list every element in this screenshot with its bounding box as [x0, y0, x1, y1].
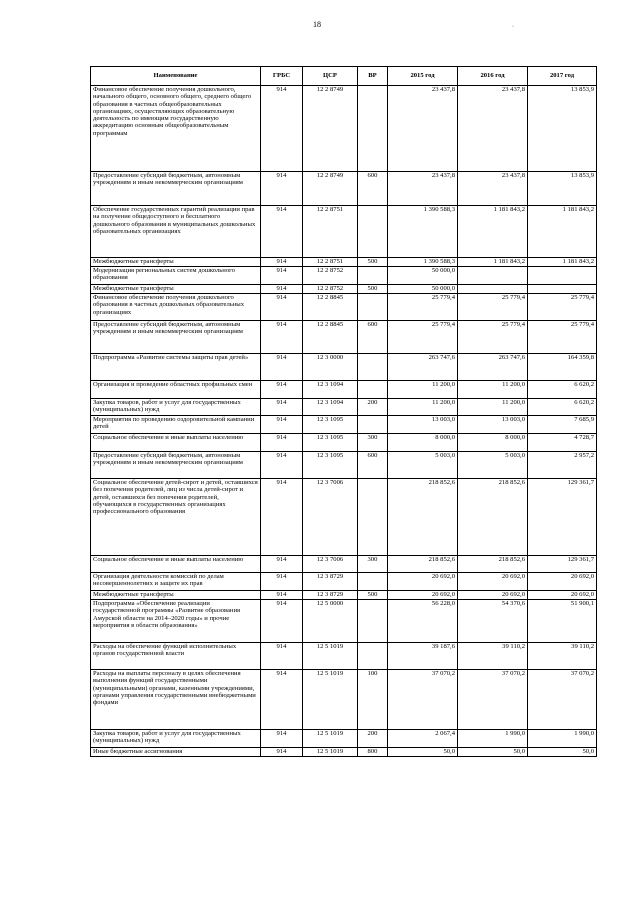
header-2016: 2016 год: [458, 67, 528, 86]
row-2017: 4 728,7: [528, 434, 597, 452]
row-2015: 218 852,6: [388, 556, 458, 573]
table-row: [91, 600, 597, 643]
header-2015: 2015 год: [388, 67, 458, 86]
row-2017: 1 181 843,2: [528, 258, 597, 267]
row-2015: 1 390 588,3: [388, 206, 458, 258]
row-name: Обеспечение государственных гарантий реализации прав на получение общедоступного и бесплатного дошкольного образования в муниципальных дошкольных образовательных организациях: [91, 206, 261, 258]
row-grbs: 914: [261, 600, 303, 643]
row-csr: 12 3 1095: [303, 434, 358, 452]
row-vr: 600: [358, 452, 388, 479]
row-2017: 1 181 843,2: [528, 206, 597, 258]
row-2016: 37 070,2: [458, 670, 528, 730]
row-2017: 7 685,9: [528, 416, 597, 434]
row-csr: 12 2 8752: [303, 285, 358, 294]
table-row: [91, 591, 597, 600]
row-grbs: 914: [261, 643, 303, 670]
row-grbs: 914: [261, 573, 303, 591]
row-name: Модернизация региональных систем дошкольного образования: [91, 267, 261, 285]
header-csr: ЦСР: [303, 67, 358, 86]
row-csr: 12 3 8729: [303, 573, 358, 591]
row-vr: 500: [358, 591, 388, 600]
row-grbs: 914: [261, 748, 303, 757]
row-2015: 11 200,0: [388, 381, 458, 399]
row-csr: 12 5 1019: [303, 643, 358, 670]
row-csr: 12 2 8749: [303, 86, 358, 172]
header-2017: 2017 год: [528, 67, 597, 86]
table-row: [91, 285, 597, 294]
row-grbs: 914: [261, 294, 303, 321]
table-row: [91, 479, 597, 556]
header-vr: ВР: [358, 67, 388, 86]
row-vr: [358, 600, 388, 643]
row-csr: 12 2 8751: [303, 206, 358, 258]
row-csr: 12 2 8752: [303, 267, 358, 285]
row-name: Межбюджетные трансферты: [91, 591, 261, 600]
row-name: Закупка товаров, работ и услуг для государственных (муниципальных) нужд: [91, 730, 261, 748]
row-vr: [358, 416, 388, 434]
table-row: [91, 381, 597, 399]
row-grbs: 914: [261, 206, 303, 258]
row-2016: 1 990,0: [458, 730, 528, 748]
table-row: [91, 434, 597, 452]
row-name: Подпрограмма «Обеспечение реализации государственной программы «Развитие образования Амурской области на 2014–2020 годы» и прочие мероприятия в области образования»: [91, 600, 261, 643]
row-2016: 11 200,0: [458, 399, 528, 416]
row-2015: 5 003,0: [388, 452, 458, 479]
row-2017: 129 361,7: [528, 556, 597, 573]
row-2015: 23 437,8: [388, 86, 458, 172]
row-2017: 39 110,2: [528, 643, 597, 670]
row-2017: 37 070,2: [528, 670, 597, 730]
table-row: [91, 321, 597, 354]
row-2017: [528, 267, 597, 285]
row-2016: 263 747,6: [458, 354, 528, 381]
row-vr: 100: [358, 670, 388, 730]
row-vr: [358, 294, 388, 321]
row-name: Социальное обеспечение и иные выплаты населению: [91, 434, 261, 452]
row-csr: 12 3 1095: [303, 452, 358, 479]
row-name: Организация деятельности комиссий по делам несовершеннолетних и защите их прав: [91, 573, 261, 591]
row-vr: [358, 479, 388, 556]
row-name: Финансовое обеспечение получения дошкольного образования в частных дошкольных образовательных организациях: [91, 294, 261, 321]
row-2016: 20 692,0: [458, 591, 528, 600]
row-csr: 12 3 1094: [303, 399, 358, 416]
row-csr: 12 3 7006: [303, 556, 358, 573]
row-2016: 25 779,4: [458, 321, 528, 354]
row-vr: 200: [358, 399, 388, 416]
row-2016: 25 779,4: [458, 294, 528, 321]
row-name: Иные бюджетные ассигнования: [91, 748, 261, 757]
row-2016: 20 692,0: [458, 573, 528, 591]
row-vr: 200: [358, 730, 388, 748]
row-grbs: 914: [261, 591, 303, 600]
row-2015: 25 779,4: [388, 321, 458, 354]
table-row: [91, 556, 597, 573]
row-2016: 23 437,8: [458, 86, 528, 172]
row-csr: 12 3 1095: [303, 416, 358, 434]
row-2015: 50,0: [388, 748, 458, 757]
row-2016: 13 003,0: [458, 416, 528, 434]
row-grbs: 914: [261, 556, 303, 573]
row-2017: 20 692,0: [528, 591, 597, 600]
table-row: [91, 452, 597, 479]
row-grbs: 914: [261, 479, 303, 556]
row-grbs: 914: [261, 416, 303, 434]
row-2016: 1 181 843,2: [458, 206, 528, 258]
row-2016: 54 370,6: [458, 600, 528, 643]
row-2015: 39 187,6: [388, 643, 458, 670]
row-2017: 25 779,4: [528, 321, 597, 354]
row-2015: 50 000,0: [388, 285, 458, 294]
row-vr: [358, 643, 388, 670]
row-name: Подпрограмма «Развитие системы защиты прав детей»: [91, 354, 261, 381]
row-2016: 50,0: [458, 748, 528, 757]
table-row: [91, 670, 597, 730]
row-name: Межбюджетные трансферты: [91, 258, 261, 267]
page-number: 18: [313, 20, 321, 29]
row-name: Социальное обеспечение детей-сирот и детей, оставшихся без попечения родителей, лиц из числа детей-сирот и детей, оставшихся без попечения родителей, обучающихся в государственных организациях профессионального образования: [91, 479, 261, 556]
row-name: Предоставление субсидий бюджетным, автономным учреждениям и иным некоммерческим организациям: [91, 172, 261, 206]
row-2015: 20 692,0: [388, 573, 458, 591]
row-2017: 51 900,1: [528, 600, 597, 643]
row-2016: 1 181 843,2: [458, 258, 528, 267]
table-row: [91, 399, 597, 416]
row-csr: 12 2 8845: [303, 294, 358, 321]
row-2015: 50 000,0: [388, 267, 458, 285]
table-row: [91, 258, 597, 267]
row-2015: 1 390 588,3: [388, 258, 458, 267]
table-row: [91, 172, 597, 206]
row-2017: 1 990,0: [528, 730, 597, 748]
row-grbs: 914: [261, 434, 303, 452]
row-csr: 12 5 1019: [303, 730, 358, 748]
row-2015: 11 200,0: [388, 399, 458, 416]
row-grbs: 914: [261, 172, 303, 206]
table-row: [91, 354, 597, 381]
table-row: [91, 86, 597, 172]
row-2017: 6 620,2: [528, 381, 597, 399]
row-2015: 263 747,6: [388, 354, 458, 381]
row-csr: 12 3 7006: [303, 479, 358, 556]
table-row: [91, 206, 597, 258]
table-row: [91, 748, 597, 757]
row-grbs: 914: [261, 381, 303, 399]
row-2017: 6 620,2: [528, 399, 597, 416]
row-2015: 8 000,0: [388, 434, 458, 452]
row-2015: 13 003,0: [388, 416, 458, 434]
row-vr: [358, 573, 388, 591]
row-name: Закупка товаров, работ и услуг для государственных (муниципальных) нужд: [91, 399, 261, 416]
table-row: [91, 294, 597, 321]
row-2015: 25 779,4: [388, 294, 458, 321]
row-2017: 13 853,9: [528, 172, 597, 206]
table-row: [91, 267, 597, 285]
row-grbs: 914: [261, 670, 303, 730]
row-2017: 50,0: [528, 748, 597, 757]
row-vr: 300: [358, 556, 388, 573]
row-vr: 500: [358, 285, 388, 294]
row-vr: [358, 86, 388, 172]
row-name: Расходы на выплаты персоналу в целях обеспечения выполнения функций государственными (муниципальными) органами, казенными учреждениями, органами управления государственными внебюджетными фондами: [91, 670, 261, 730]
row-2017: 129 361,7: [528, 479, 597, 556]
row-csr: 12 2 8749: [303, 172, 358, 206]
row-2017: 164 359,8: [528, 354, 597, 381]
header-name: Наименование: [91, 67, 261, 86]
row-csr: 12 5 1019: [303, 748, 358, 757]
row-2017: 13 853,9: [528, 86, 597, 172]
row-2016: 23 437,8: [458, 172, 528, 206]
row-grbs: 914: [261, 399, 303, 416]
row-2016: 218 852,6: [458, 479, 528, 556]
row-2016: 8 000,0: [458, 434, 528, 452]
row-vr: [358, 206, 388, 258]
row-csr: 12 3 0000: [303, 354, 358, 381]
row-grbs: 914: [261, 321, 303, 354]
row-2015: 20 692,0: [388, 591, 458, 600]
row-grbs: 914: [261, 285, 303, 294]
row-2017: 2 957,2: [528, 452, 597, 479]
row-csr: 12 5 1019: [303, 670, 358, 730]
row-name: Организация и проведение областных профильных смен: [91, 381, 261, 399]
header-grbs: ГРБС: [261, 67, 303, 86]
table-row: [91, 730, 597, 748]
row-name: Предоставление субсидий бюджетным, автономным учреждениям и иным некоммерческим организациям: [91, 452, 261, 479]
row-name: Финансовое обеспечение получения дошкольного, начального общего, основного общего, среднего общего образования в частных общеобразовательных организациях, осуществляющих образовательную деятельность по имеющим государственную аккредитацию основным общеобразовательным программам: [91, 86, 261, 172]
row-2016: 11 200,0: [458, 381, 528, 399]
row-vr: [358, 354, 388, 381]
row-grbs: 914: [261, 452, 303, 479]
row-grbs: 914: [261, 258, 303, 267]
row-2017: [528, 285, 597, 294]
row-2015: 2 067,4: [388, 730, 458, 748]
row-vr: 600: [358, 321, 388, 354]
row-2016: 218 852,6: [458, 556, 528, 573]
row-name: Расходы на обеспечение функций исполнительных органов государственной власти: [91, 643, 261, 670]
row-2017: 20 692,0: [528, 573, 597, 591]
row-2015: 218 852,6: [388, 479, 458, 556]
page-mark: ·: [512, 24, 514, 30]
row-2016: [458, 285, 528, 294]
row-name: Социальное обеспечение и иные выплаты населению: [91, 556, 261, 573]
row-name: Мероприятия по проведению оздоровительной кампании детей: [91, 416, 261, 434]
row-vr: 500: [358, 258, 388, 267]
row-csr: 12 3 1094: [303, 381, 358, 399]
row-2015: 56 228,0: [388, 600, 458, 643]
table-body: [91, 86, 597, 757]
row-2016: [458, 267, 528, 285]
budget-table: [90, 66, 597, 757]
table-row: [91, 643, 597, 670]
row-vr: [358, 267, 388, 285]
row-2017: 25 779,4: [528, 294, 597, 321]
row-csr: 12 3 8729: [303, 591, 358, 600]
row-2015: 23 437,8: [388, 172, 458, 206]
row-vr: 800: [358, 748, 388, 757]
row-name: Межбюджетные трансферты: [91, 285, 261, 294]
row-vr: 300: [358, 434, 388, 452]
row-2016: 5 003,0: [458, 452, 528, 479]
row-vr: 600: [358, 172, 388, 206]
row-csr: 12 2 8845: [303, 321, 358, 354]
table-row: [91, 416, 597, 434]
row-grbs: 914: [261, 86, 303, 172]
row-name: Предоставление субсидий бюджетным, автономным учреждениям и иным некоммерческим организациям: [91, 321, 261, 354]
row-2016: 39 110,2: [458, 643, 528, 670]
row-csr: 12 2 8751: [303, 258, 358, 267]
row-grbs: 914: [261, 730, 303, 748]
table-header-row: [91, 67, 597, 86]
row-vr: [358, 381, 388, 399]
table-row: [91, 573, 597, 591]
row-2015: 37 070,2: [388, 670, 458, 730]
row-grbs: 914: [261, 267, 303, 285]
row-grbs: 914: [261, 354, 303, 381]
row-csr: 12 5 0000: [303, 600, 358, 643]
